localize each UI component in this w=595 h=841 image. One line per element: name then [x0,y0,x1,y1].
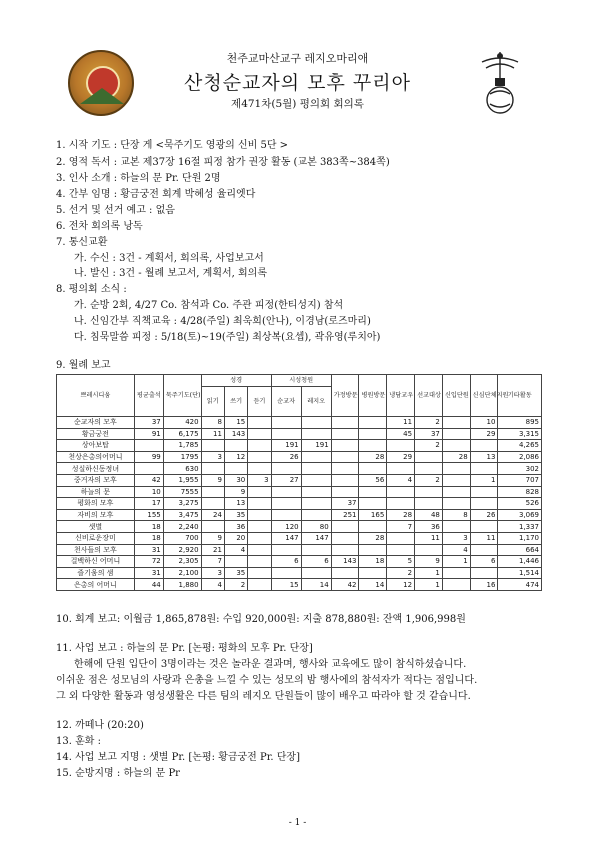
table-cell: 44 [134,579,163,591]
table-cell [248,498,271,510]
table-cell [248,556,271,568]
table-cell [301,474,331,486]
item-spiritual-reading: 2. 영적 독서 : 교본 제37장 16절 피정 참가 권장 활동 (교본 383쪽~384쪽) [56,157,390,168]
table-cell: 37 [415,428,443,440]
table-cell [331,417,359,429]
table-cell: 26 [271,451,301,463]
header-presidium: 쁘레시디움 [57,375,135,417]
table-cell: 21 [201,544,224,556]
item-election: 5. 선거 및 선거 예고 : 없음 [56,205,175,216]
table-cell [359,567,387,579]
table-cell: 1 [442,556,470,568]
table-cell: 12 [387,579,415,591]
table-cell: 251 [331,509,359,521]
presidium-name: 즐기움의 샘 [57,567,135,579]
table-cell: 2 [415,474,443,486]
presidium-name: 상아보탑 [57,440,135,452]
table-cell [248,544,271,556]
table-cell: 24 [201,509,224,521]
table-cell [248,509,271,521]
table-cell: 664 [498,544,542,556]
presidium-name: 평화의 모후 [57,498,135,510]
presidium-name: 중거자의 모후 [57,474,135,486]
table-cell: 828 [498,486,542,498]
presidium-name: 샛별 [57,521,135,533]
table-cell: 91 [134,428,163,440]
table-cell: 37 [331,498,359,510]
table-cell [470,486,498,498]
table-cell: 2 [387,567,415,579]
item-accounting: 10. 회계 보고: 이월금 1,865,878원: 수입 920,000원: 지출 878,880원: 잔액 1,906,998원 [56,614,466,625]
table-cell [134,463,163,475]
table-cell [248,463,271,475]
table-cell: 6 [301,556,331,568]
table-cell: 420 [163,417,201,429]
table-cell [331,463,359,475]
header-bible: 성경 [201,375,271,387]
header-new-members: 신입단원 [442,375,470,417]
table-row [57,451,542,463]
table-cell: 2 [415,417,443,429]
table-cell [248,440,271,452]
table-cell: 11 [415,532,443,544]
table-cell: 11 [387,417,415,429]
table-cell: 4 [387,474,415,486]
table-cell: 18 [359,556,387,568]
table-cell: 474 [498,579,542,591]
table-cell [248,417,271,429]
table-cell: 15 [271,579,301,591]
table-cell [248,521,271,533]
table-cell [248,579,271,591]
table-row [57,567,542,579]
table-cell: 56 [359,474,387,486]
table-cell: 20 [224,532,247,544]
table-cell [224,440,247,452]
item-news-visits: 가. 순방 2회, 4/27 Co. 참석과 Co. 주관 피정(한티성지) 참석 [74,300,344,311]
header-canonization: 시성청원 [271,375,331,387]
table-cell: 5 [387,556,415,568]
table-cell [387,463,415,475]
review-paragraph-1: 한해에 단원 입단이 3명이라는 것은 놀라운 결과며, 행사와 교육에도 많이 참식하셨습니다. [74,659,467,670]
table-cell [331,567,359,579]
table-cell: 28 [387,509,415,521]
table-cell [470,498,498,510]
table-row [57,532,542,544]
table-cell: 2,100 [163,567,201,579]
table-cell: 3 [201,567,224,579]
table-cell: 4 [442,544,470,556]
presidium-name: 은총의 어머니 [57,579,135,591]
table-cell: 8 [442,509,470,521]
header-home-visit: 가정방문 [331,375,359,417]
table-cell [201,463,224,475]
header-hospital-visit: 병원방문 [359,375,387,417]
table-cell [201,521,224,533]
header-other: 기타활동 [498,375,542,417]
table-cell: 2,920 [163,544,201,556]
table-cell: 4,265 [498,440,542,452]
item-sent: 나. 발신 : 3건 - 월례 보고서, 계획서, 회의록 [74,268,267,279]
table-cell: 2,305 [163,556,201,568]
table-cell [301,486,331,498]
table-cell: 7555 [163,486,201,498]
item-monthly-report: 9. 월례 보고 [56,360,111,371]
table-cell: 80 [301,521,331,533]
page-number: - 1 - [288,818,307,828]
table-cell: 6,175 [163,428,201,440]
table-cell: 26 [470,509,498,521]
table-cell [331,428,359,440]
table-cell [415,486,443,498]
table-cell: 191 [271,440,301,452]
table-row [57,544,542,556]
item-news-training: 나. 신임간부 직책교육 : 4/28(주일) 최욱희(안나), 이경남(로즈마리) [74,316,371,327]
table-cell: 27 [271,474,301,486]
table-cell: 11 [470,532,498,544]
table-cell [470,544,498,556]
table-cell [442,567,470,579]
table-cell: 2 [224,579,247,591]
table-cell: 7 [201,556,224,568]
table-cell: 13 [470,451,498,463]
table-cell [442,463,470,475]
table-cell: 9 [415,556,443,568]
table-cell: 17 [134,498,163,510]
monthly-report-table [56,374,542,591]
header-attendance: 평균출석 [134,375,163,417]
table-cell: 35 [224,567,247,579]
table-cell [359,498,387,510]
table-cell [271,486,301,498]
table-cell: 48 [415,509,443,521]
table-cell: 4 [224,544,247,556]
table-cell [201,440,224,452]
header-support: 신심단체지원 [470,375,498,417]
table-cell: 1 [415,567,443,579]
item-minutes-reading: 6. 전차 회의록 낭독 [56,221,143,232]
table-cell [271,463,301,475]
table-cell: 13 [224,498,247,510]
table-cell: 143 [331,556,359,568]
table-cell [331,486,359,498]
table-cell: 1795 [163,451,201,463]
table-cell: 42 [134,474,163,486]
table-cell [224,463,247,475]
table-cell [387,532,415,544]
item-catena: 12. 까떼나 (20:20) [56,720,144,731]
table-cell: 72 [134,556,163,568]
review-paragraph-3: 그 외 다양한 활동과 영성생활은 다른 팀의 레지오 단원들이 많이 배우고 따라야 할 것 같습니다. [56,691,471,702]
table-cell: 10 [470,417,498,429]
table-cell: 6 [271,556,301,568]
table-cell [331,440,359,452]
table-cell: 3,275 [163,498,201,510]
item-opening-prayer: 1. 시작 기도 : 단장 게 <묵주기도 영광의 신비 5단 > [56,140,289,151]
item-appointment: 4. 간부 임명 : 황금궁전 회계 박혜성 율리엣다 [56,189,256,200]
table-cell: 28 [442,451,470,463]
table-cell [331,451,359,463]
table-cell [301,417,331,429]
table-cell [359,428,387,440]
table-cell: 4 [201,579,224,591]
table-cell [271,498,301,510]
table-cell: 147 [271,532,301,544]
table-cell: 2 [415,440,443,452]
table-cell: 45 [387,428,415,440]
header-martyr: 순교자 [271,387,301,417]
table-cell [359,521,387,533]
table-row [57,463,542,475]
table-cell [415,463,443,475]
table-cell: 31 [134,567,163,579]
table-cell: 2,086 [498,451,542,463]
table-cell: 1 [415,579,443,591]
table-cell: 9 [201,532,224,544]
table-cell: 14 [301,579,331,591]
table-cell [301,544,331,556]
table-cell [415,451,443,463]
table-cell [470,567,498,579]
table-cell [331,474,359,486]
table-row [57,498,542,510]
table-cell [331,532,359,544]
table-cell [415,498,443,510]
table-cell [470,521,498,533]
table-cell [301,428,331,440]
table-cell [301,451,331,463]
table-cell: 36 [224,521,247,533]
table-row [57,428,542,440]
table-cell: 99 [134,451,163,463]
table-cell [387,544,415,556]
document-subtitle: 제471차(5월) 평의회 회의록 [231,98,364,110]
table-cell: 12 [224,451,247,463]
presidium-name: 순교자의 모후 [57,417,135,429]
table-cell [359,486,387,498]
table-cell [415,544,443,556]
table-cell: 526 [498,498,542,510]
header-listen: 듣기 [248,387,271,417]
table-row [57,509,542,521]
review-paragraph-2: 이쉬운 점은 성모님의 사랑과 은총을 느낄 수 있는 성모의 밤 행사에의 참석자가 적다는 점입니다. [56,675,478,686]
table-cell: 9 [224,486,247,498]
table-cell [271,428,301,440]
item-council-news: 8. 평의회 소식 : [56,284,127,295]
item-allocution: 13. 훈화 : [56,736,101,747]
table-cell [271,509,301,521]
table-cell: 3 [201,451,224,463]
header-mission: 선교대상 [415,375,443,417]
table-cell: 10 [134,486,163,498]
table-cell [359,544,387,556]
table-cell: 28 [359,451,387,463]
table-cell: 120 [271,521,301,533]
table-cell: 42 [331,579,359,591]
table-cell: 18 [134,521,163,533]
table-cell [248,532,271,544]
table-cell: 1,955 [163,474,201,486]
table-cell [331,544,359,556]
item-received: 가. 수신 : 3건 - 계획서, 회의록, 사업보고서 [74,253,264,264]
table-cell: 700 [163,532,201,544]
table-cell: 1,514 [498,567,542,579]
table-cell: 3,475 [163,509,201,521]
header-write: 쓰기 [224,387,247,417]
table-cell [387,440,415,452]
table-cell: 9 [201,474,224,486]
table-cell: 16 [470,579,498,591]
table-cell [442,579,470,591]
table-row [57,521,542,533]
table-cell [387,498,415,510]
table-cell: 15 [224,417,247,429]
presidium-name: 천상은총의어머니 [57,451,135,463]
table-cell [201,498,224,510]
table-cell: 3 [442,532,470,544]
table-row [57,417,542,429]
presidium-name: 신비로운장미 [57,532,135,544]
presidium-name: 걸백하신 어머니 [57,556,135,568]
table-cell: 3,315 [498,428,542,440]
table-cell [271,567,301,579]
table-cell: 30 [224,474,247,486]
table-cell: 36 [415,521,443,533]
table-cell: 1 [470,474,498,486]
table-row [57,486,542,498]
table-cell [442,474,470,486]
table-cell: 143 [224,428,247,440]
table-row [57,579,542,591]
table-cell: 3,069 [498,509,542,521]
item-news-retreat: 다. 침묵말씀 피정 : 5/18(토)~19(주일) 최상복(요셉), 곽유영(루치아) [74,332,381,343]
presidium-name: 자비의 모후 [57,509,135,521]
table-cell [271,544,301,556]
table-cell [442,417,470,429]
table-cell [470,440,498,452]
header-rosary: 묵주기도(단) [163,375,201,417]
table-cell [331,521,359,533]
table-cell [359,463,387,475]
item-activity-report: 11. 사업 보고 : 하늘의 문 Pr. [논평: 평화의 모후 Pr. 단장] [56,643,313,654]
table-cell [359,417,387,429]
table-cell [301,567,331,579]
table-cell: 1,337 [498,521,542,533]
table-cell [442,428,470,440]
table-cell: 1,880 [163,579,201,591]
document-title: 산청순교자의 모후 꾸리아 [184,72,411,94]
table-cell [201,486,224,498]
header-read: 읽기 [201,387,224,417]
table-cell: 165 [359,509,387,521]
table-cell [442,440,470,452]
table-cell [248,451,271,463]
item-next-visit: 15. 순방지명 : 하늘의 문 Pr [56,768,180,779]
table-row [57,474,542,486]
table-cell: 37 [134,417,163,429]
header-lapsed: 냉담교우 [387,375,415,417]
table-cell: 29 [470,428,498,440]
table-cell: 31 [134,544,163,556]
organization-name: 천주교마산교구 레지오마리애 [226,52,369,65]
table-row [57,556,542,568]
table-cell: 14 [359,579,387,591]
table-cell [387,486,415,498]
table-cell: 2,240 [163,521,201,533]
table-cell: 1,446 [498,556,542,568]
table-cell [301,509,331,521]
table-cell: 155 [134,509,163,521]
table-cell: 35 [224,509,247,521]
table-cell: 1,170 [498,532,542,544]
table-cell [224,556,247,568]
table-cell: 302 [498,463,542,475]
table-cell [301,498,331,510]
presidium-name: 성실하신동정녀 [57,463,135,475]
table-cell [470,463,498,475]
presidium-name: 하늘의 문 [57,486,135,498]
table-cell: 29 [387,451,415,463]
table-cell [271,417,301,429]
table-cell [134,440,163,452]
table-row [57,440,542,452]
item-correspondence: 7. 통신교환 [56,237,108,248]
presidium-name: 황금궁전 [57,428,135,440]
table-cell [301,463,331,475]
header-legio: 레지오 [301,387,331,417]
table-cell [248,428,271,440]
table-cell: 7 [387,521,415,533]
table-cell: 11 [201,428,224,440]
table-cell: 1,785 [163,440,201,452]
table-cell [248,486,271,498]
table-cell: 191 [301,440,331,452]
presidium-name: 천사들의 모후 [57,544,135,556]
table-cell: 147 [301,532,331,544]
table-cell: 630 [163,463,201,475]
table-cell [442,498,470,510]
table-cell [442,486,470,498]
table-cell: 707 [498,474,542,486]
item-introduction: 3. 인사 소개 : 하늘의 문 Pr. 단원 2명 [56,173,221,184]
item-next-report: 14. 사업 보고 지명 : 샛별 Pr. [논평: 황금궁전 Pr. 단장] [56,752,300,763]
table-cell: 6 [470,556,498,568]
table-cell: 28 [359,532,387,544]
table-cell [359,440,387,452]
table-cell: 8 [201,417,224,429]
table-cell [248,567,271,579]
table-cell: 3 [248,474,271,486]
table-cell: 18 [134,532,163,544]
table-cell: 895 [498,417,542,429]
table-cell [442,521,470,533]
